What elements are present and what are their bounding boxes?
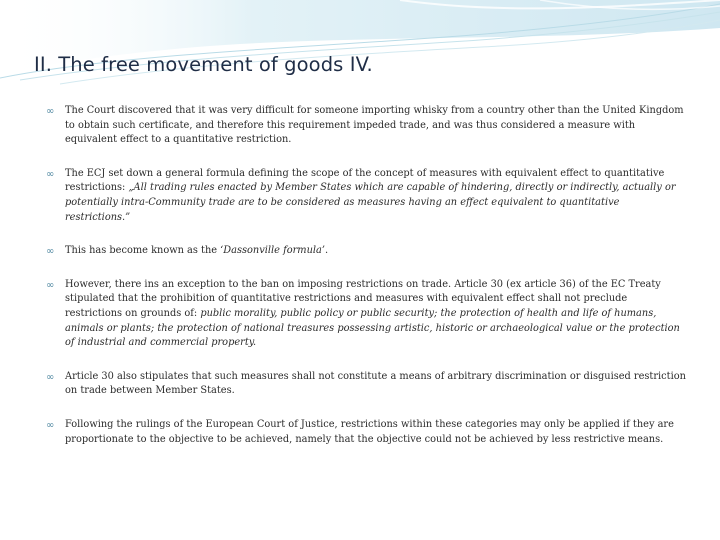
- bullet-list: [46, 104, 686, 447]
- slide-title: II. The free movement of goods IV.: [34, 53, 373, 76]
- bullet-text: The Court discovered that it was very difficult for someone importing whisky from a country other than the United Kingdom to obtain such certificate, and therefore this requirement impeded trade, and was thus considered a measure with equivalent effect to a quantitative restriction.: [65, 105, 684, 146]
- bullet-text: This has become known as the: [65, 245, 221, 257]
- infinity-bullet-icon: ∞: [46, 371, 55, 383]
- bullet-item: [46, 244, 686, 259]
- infinity-bullet-icon: ∞: [46, 279, 55, 291]
- bullet-text: Article 30 also stipulates that such measures shall not constitute a means of arbitrary discrimination or disguised restriction on trade between Member States.: [65, 370, 686, 397]
- bullet-item: [46, 167, 686, 225]
- bullet-quote: „All trading rules enacted by Member States which are capable of hindering, directly or indirectly, actually or potentially intra-Community trade are to be considered as measures having an effect equivalent to quantitative restrictions.”: [65, 182, 676, 223]
- infinity-bullet-icon: ∞: [46, 106, 55, 117]
- infinity-bullet-icon: ∞: [46, 168, 55, 180]
- bullet-item: [46, 104, 686, 148]
- header-wave-graphic: [0, 0, 720, 90]
- bullet-emphasis: public morality, public policy or public security; the protection of health and life of humans, animals or plants; the protection of national treasures possessing artistic, historic or archaeological value or the protection of industrial and commercial property.: [65, 307, 680, 349]
- bullet-text: However, there ins an exception to the ban on imposing restrictions on trade. Article 30 (ex article 36) of the EC Treaty stipulated that the prohibition of quantitative restrictions and measures with equivalent effect shall not preclude restrictions on grounds of:: [65, 278, 661, 319]
- bullet-text: Following the rulings of the European Court of Justice, restrictions within these categories may only be applied if they are proportionate to the objective to be achieved, namely that the objective could not be achieved by less restrictive means.: [65, 418, 674, 445]
- bullet-item: [46, 418, 686, 447]
- bullet-text: The ECJ set down a general formula defining the scope of the concept of measures with equivalent effect to quantitative restrictions:: [65, 167, 665, 194]
- bullet-item: [46, 278, 686, 351]
- header-decoration: [0, 0, 720, 90]
- infinity-bullet-icon: ∞: [46, 246, 55, 258]
- bullet-emphasis: ‘Dassonville formula’: [220, 245, 325, 257]
- bullet-item: [46, 370, 686, 399]
- bullet-text-end: .: [325, 245, 329, 257]
- infinity-bullet-icon: ∞: [46, 419, 55, 431]
